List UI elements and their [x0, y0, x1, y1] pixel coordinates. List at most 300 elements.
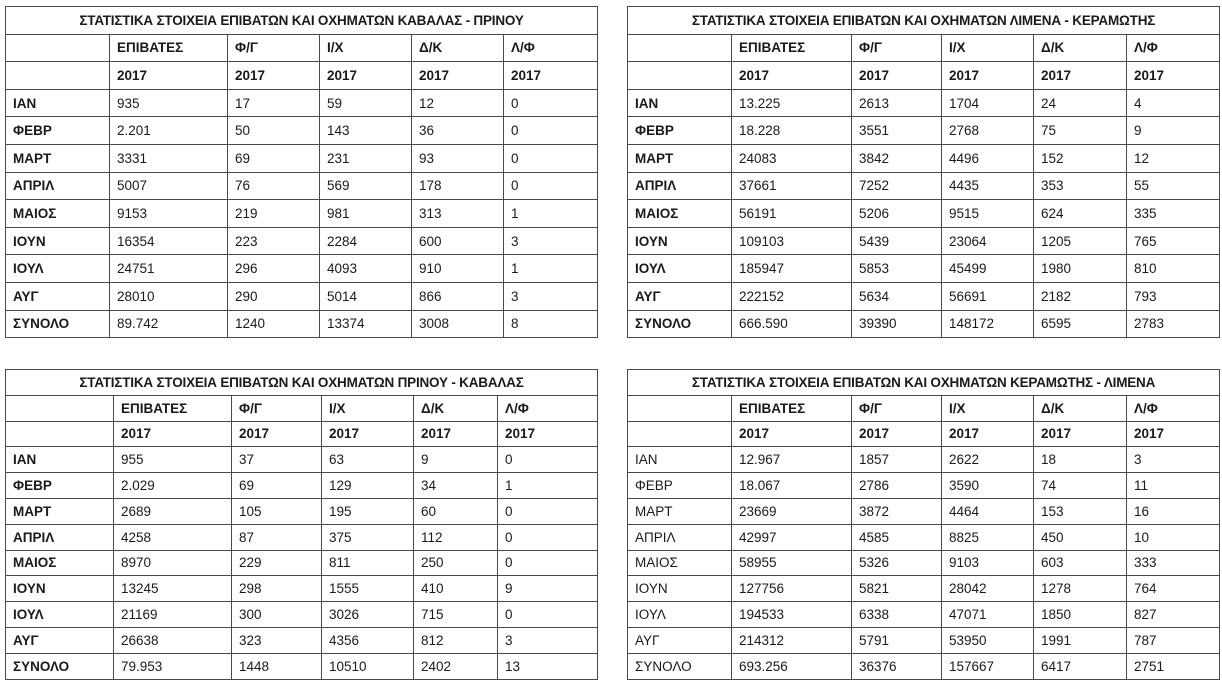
- value-cell: 2284: [320, 227, 412, 255]
- value-cell: 152: [1034, 144, 1127, 172]
- value-cell: 185947: [732, 255, 852, 283]
- value-cell: 9103: [942, 550, 1034, 576]
- table-row: [628, 627, 1220, 653]
- table-row: [628, 144, 1220, 172]
- row-label: ΜΑΡΤ: [6, 144, 110, 172]
- row-label: ΑΥΓ: [628, 282, 732, 310]
- value-cell: 55: [1127, 172, 1220, 200]
- value-cell: 214312: [732, 627, 852, 653]
- value-cell: 53950: [942, 627, 1034, 653]
- year-cell: 2017: [320, 62, 412, 90]
- table-row: [6, 602, 598, 628]
- header-cell: Δ/Κ: [1034, 34, 1127, 62]
- value-cell: 148172: [942, 310, 1034, 338]
- row-label: ΙΑΝ: [6, 89, 110, 117]
- header-empty-cell: [6, 395, 114, 421]
- header-cell: Δ/Κ: [414, 395, 498, 421]
- value-cell: 23064: [942, 227, 1034, 255]
- value-cell: 69: [232, 473, 322, 499]
- value-cell: 75: [1034, 117, 1127, 145]
- value-cell: 5439: [852, 227, 942, 255]
- year-cell: 2017: [942, 421, 1034, 447]
- value-cell: 1448: [232, 653, 322, 679]
- value-cell: 715: [414, 602, 498, 628]
- year-cell: 2017: [942, 62, 1034, 90]
- value-cell: 1850: [1034, 602, 1127, 628]
- table-title: ΣΤΑΤΙΣΤΙΚΑ ΣΤΟΙΧΕΙΑ ΕΠΙΒΑΤΩΝ ΚΑΙ ΟΧΗΜΑΤΩΝ ΠΡΙΝΟΥ - ΚΑΒΑΛΑΣ: [6, 370, 598, 396]
- row-label: ΣΥΝΟΛΟ: [6, 653, 114, 679]
- value-cell: 1: [504, 200, 598, 228]
- table-row: [6, 200, 598, 228]
- value-cell: 450: [1034, 524, 1127, 550]
- table-row: [6, 227, 598, 255]
- value-cell: 24083: [732, 144, 852, 172]
- value-cell: 2182: [1034, 282, 1127, 310]
- table-row: [6, 498, 598, 524]
- value-cell: 11: [1127, 473, 1220, 499]
- total-row: [628, 310, 1220, 338]
- value-cell: 2613: [852, 89, 942, 117]
- value-cell: 300: [232, 602, 322, 628]
- header-cell: ΕΠΙΒΑΤΕΣ: [110, 34, 228, 62]
- value-cell: 1: [498, 473, 598, 499]
- row-label: ΑΥΓ: [6, 627, 114, 653]
- value-cell: 13245: [114, 576, 232, 602]
- value-cell: 793: [1127, 282, 1220, 310]
- row-label: ΜΑΙΟΣ: [628, 550, 732, 576]
- row-label: ΙΟΥΛ: [6, 255, 110, 283]
- row-label: ΣΥΝΟΛΟ: [6, 310, 110, 338]
- row-label: ΑΥΓ: [628, 627, 732, 653]
- value-cell: 4435: [942, 172, 1034, 200]
- value-cell: 18: [1034, 447, 1127, 473]
- table-row: [6, 117, 598, 145]
- value-cell: 955: [114, 447, 232, 473]
- value-cell: 3872: [852, 498, 942, 524]
- value-cell: 693.256: [732, 653, 852, 679]
- value-cell: 765: [1127, 227, 1220, 255]
- value-cell: 50: [228, 117, 320, 145]
- table-row: [628, 255, 1220, 283]
- table-row: [6, 89, 598, 117]
- value-cell: 5326: [852, 550, 942, 576]
- year-empty-cell: [6, 421, 114, 447]
- header-cell: ΕΠΙΒΑΤΕΣ: [732, 395, 852, 421]
- title-row: [6, 370, 598, 396]
- value-cell: 231: [320, 144, 412, 172]
- value-cell: 24751: [110, 255, 228, 283]
- value-cell: 143: [320, 117, 412, 145]
- header-empty-cell: [628, 395, 732, 421]
- value-cell: 36: [412, 117, 504, 145]
- header-row: [628, 395, 1220, 421]
- header-cell: Λ/Φ: [1127, 34, 1220, 62]
- value-cell: 866: [412, 282, 504, 310]
- value-cell: 2751: [1127, 653, 1220, 679]
- value-cell: 0: [498, 524, 598, 550]
- row-label: ΙΑΝ: [628, 89, 732, 117]
- header-cell: Ι/Χ: [320, 34, 412, 62]
- row-label: ΙΟΥΛ: [628, 602, 732, 628]
- row-label: ΙΟΥΝ: [6, 576, 114, 602]
- value-cell: 47071: [942, 602, 1034, 628]
- value-cell: 764: [1127, 576, 1220, 602]
- year-cell: 2017: [504, 62, 598, 90]
- year-cell: 2017: [1034, 62, 1127, 90]
- table-row: [628, 89, 1220, 117]
- value-cell: 3: [498, 627, 598, 653]
- value-cell: 375: [322, 524, 414, 550]
- header-cell: Φ/Γ: [232, 395, 322, 421]
- year-cell: 2017: [732, 62, 852, 90]
- value-cell: 17: [228, 89, 320, 117]
- value-cell: 21169: [114, 602, 232, 628]
- row-label: ΑΠΡΙΛ: [628, 172, 732, 200]
- value-cell: 2689: [114, 498, 232, 524]
- value-cell: 1980: [1034, 255, 1127, 283]
- value-cell: 603: [1034, 550, 1127, 576]
- value-cell: 60: [414, 498, 498, 524]
- value-cell: 16: [1127, 498, 1220, 524]
- value-cell: 18.228: [732, 117, 852, 145]
- value-cell: 89.742: [110, 310, 228, 338]
- stats-table-limenas-keramoti: [627, 6, 1220, 338]
- row-label: ΜΑΙΟΣ: [6, 550, 114, 576]
- row-label: ΜΑΡΤ: [628, 144, 732, 172]
- row-label: ΜΑΡΤ: [628, 498, 732, 524]
- value-cell: 666.590: [732, 310, 852, 338]
- row-label: ΦΕΒΡ: [628, 117, 732, 145]
- value-cell: 5007: [110, 172, 228, 200]
- value-cell: 13: [498, 653, 598, 679]
- table-row: [6, 172, 598, 200]
- value-cell: 7252: [852, 172, 942, 200]
- value-cell: 1: [504, 255, 598, 283]
- table-body: [6, 370, 598, 680]
- value-cell: 56191: [732, 200, 852, 228]
- value-cell: 2402: [414, 653, 498, 679]
- value-cell: 569: [320, 172, 412, 200]
- value-cell: 6595: [1034, 310, 1127, 338]
- year-empty-cell: [6, 62, 110, 90]
- value-cell: 1278: [1034, 576, 1127, 602]
- table-row: [6, 255, 598, 283]
- row-label: ΑΠΡΙΛ: [6, 524, 114, 550]
- value-cell: 9153: [110, 200, 228, 228]
- table-row: [6, 282, 598, 310]
- row-label: ΙΟΥΛ: [6, 602, 114, 628]
- table-row: [628, 550, 1220, 576]
- total-row: [628, 653, 1220, 679]
- value-cell: 3026: [322, 602, 414, 628]
- value-cell: 0: [504, 172, 598, 200]
- table-row: [628, 172, 1220, 200]
- table-row: [6, 473, 598, 499]
- value-cell: 63: [322, 447, 414, 473]
- table-row: [628, 473, 1220, 499]
- value-cell: 2768: [942, 117, 1034, 145]
- header-cell: Λ/Φ: [1127, 395, 1220, 421]
- value-cell: 87: [232, 524, 322, 550]
- year-cell: 2017: [732, 421, 852, 447]
- value-cell: 23669: [732, 498, 852, 524]
- table-row: [628, 524, 1220, 550]
- value-cell: 56691: [942, 282, 1034, 310]
- value-cell: 3: [504, 227, 598, 255]
- year-cell: 2017: [1127, 421, 1220, 447]
- value-cell: 3842: [852, 144, 942, 172]
- table-body: [628, 370, 1220, 680]
- value-cell: 109103: [732, 227, 852, 255]
- value-cell: 1555: [322, 576, 414, 602]
- value-cell: 59: [320, 89, 412, 117]
- value-cell: 69: [228, 144, 320, 172]
- value-cell: 12: [412, 89, 504, 117]
- header-row: [628, 34, 1220, 62]
- value-cell: 624: [1034, 200, 1127, 228]
- table-body: [6, 7, 598, 338]
- value-cell: 229: [232, 550, 322, 576]
- title-row: [6, 7, 598, 35]
- value-cell: 335: [1127, 200, 1220, 228]
- row-label: ΙΟΥΝ: [628, 227, 732, 255]
- value-cell: 76: [228, 172, 320, 200]
- value-cell: 812: [414, 627, 498, 653]
- value-cell: 222152: [732, 282, 852, 310]
- year-row: [628, 421, 1220, 447]
- value-cell: 4093: [320, 255, 412, 283]
- value-cell: 5634: [852, 282, 942, 310]
- value-cell: 45499: [942, 255, 1034, 283]
- header-cell: Λ/Φ: [504, 34, 598, 62]
- value-cell: 9: [414, 447, 498, 473]
- table-title: ΣΤΑΤΙΣΤΙΚΑ ΣΤΟΙΧΕΙΑ ΕΠΙΒΑΤΩΝ ΚΑΙ ΟΧΗΜΑΤΩΝ ΛΙΜΕΝΑ - ΚΕΡΑΜΩΤΗΣ: [628, 7, 1220, 35]
- year-cell: 2017: [232, 421, 322, 447]
- year-cell: 2017: [1127, 62, 1220, 90]
- value-cell: 5014: [320, 282, 412, 310]
- value-cell: 8970: [114, 550, 232, 576]
- row-label: ΜΑΡΤ: [6, 498, 114, 524]
- value-cell: 410: [414, 576, 498, 602]
- table-row: [628, 447, 1220, 473]
- table-row: [6, 550, 598, 576]
- value-cell: 219: [228, 200, 320, 228]
- value-cell: 28010: [110, 282, 228, 310]
- value-cell: 6338: [852, 602, 942, 628]
- stats-table-keramoti-limenas: [627, 369, 1220, 680]
- year-cell: 2017: [228, 62, 320, 90]
- value-cell: 42997: [732, 524, 852, 550]
- year-cell: 2017: [498, 421, 598, 447]
- year-cell: 2017: [412, 62, 504, 90]
- row-label: ΦΕΒΡ: [6, 473, 114, 499]
- value-cell: 827: [1127, 602, 1220, 628]
- table-row: [628, 602, 1220, 628]
- value-cell: 2786: [852, 473, 942, 499]
- year-row: [628, 62, 1220, 90]
- header-cell: Ι/Χ: [942, 34, 1034, 62]
- value-cell: 0: [498, 447, 598, 473]
- value-cell: 37661: [732, 172, 852, 200]
- header-cell: Λ/Φ: [498, 395, 598, 421]
- value-cell: 10: [1127, 524, 1220, 550]
- value-cell: 3: [504, 282, 598, 310]
- header-cell: Δ/Κ: [412, 34, 504, 62]
- year-cell: 2017: [322, 421, 414, 447]
- value-cell: 79.953: [114, 653, 232, 679]
- value-cell: 3590: [942, 473, 1034, 499]
- value-cell: 16354: [110, 227, 228, 255]
- value-cell: 157667: [942, 653, 1034, 679]
- row-label: ΜΑΙΟΣ: [628, 200, 732, 228]
- value-cell: 0: [498, 498, 598, 524]
- value-cell: 18.067: [732, 473, 852, 499]
- value-cell: 0: [504, 144, 598, 172]
- value-cell: 129: [322, 473, 414, 499]
- value-cell: 4585: [852, 524, 942, 550]
- table-row: [628, 576, 1220, 602]
- header-cell: Δ/Κ: [1034, 395, 1127, 421]
- value-cell: 4356: [322, 627, 414, 653]
- value-cell: 4258: [114, 524, 232, 550]
- value-cell: 8: [504, 310, 598, 338]
- value-cell: 4496: [942, 144, 1034, 172]
- value-cell: 10510: [322, 653, 414, 679]
- row-label: ΣΥΝΟΛΟ: [628, 653, 732, 679]
- total-row: [6, 653, 598, 679]
- value-cell: 2.201: [110, 117, 228, 145]
- header-cell: Ι/Χ: [322, 395, 414, 421]
- row-label: ΜΑΙΟΣ: [6, 200, 110, 228]
- table-title: ΣΤΑΤΙΣΤΙΚΑ ΣΤΟΙΧΕΙΑ ΕΠΙΒΑΤΩΝ ΚΑΙ ΟΧΗΜΑΤΩΝ ΚΑΒΑΛΑΣ - ΠΡΙΝΟΥ: [6, 7, 598, 35]
- row-label: ΣΥΝΟΛΟ: [628, 310, 732, 338]
- value-cell: 6417: [1034, 653, 1127, 679]
- value-cell: 112: [414, 524, 498, 550]
- row-label: ΦΕΒΡ: [628, 473, 732, 499]
- value-cell: 12.967: [732, 447, 852, 473]
- year-cell: 2017: [414, 421, 498, 447]
- row-label: ΦΕΒΡ: [6, 117, 110, 145]
- value-cell: 0: [504, 117, 598, 145]
- table-row: [628, 117, 1220, 145]
- header-cell: Φ/Γ: [852, 395, 942, 421]
- table-row: [628, 200, 1220, 228]
- header-cell: ΕΠΙΒΑΤΕΣ: [732, 34, 852, 62]
- value-cell: 4: [1127, 89, 1220, 117]
- value-cell: 290: [228, 282, 320, 310]
- value-cell: 5791: [852, 627, 942, 653]
- year-cell: 2017: [852, 421, 942, 447]
- value-cell: 5853: [852, 255, 942, 283]
- table-row: [628, 227, 1220, 255]
- header-row: [6, 34, 598, 62]
- value-cell: 0: [498, 550, 598, 576]
- header-cell: Φ/Γ: [228, 34, 320, 62]
- value-cell: 93: [412, 144, 504, 172]
- value-cell: 0: [498, 602, 598, 628]
- value-cell: 0: [504, 89, 598, 117]
- value-cell: 195: [322, 498, 414, 524]
- header-cell: Φ/Γ: [852, 34, 942, 62]
- value-cell: 1240: [228, 310, 320, 338]
- value-cell: 353: [1034, 172, 1127, 200]
- header-empty-cell: [6, 34, 110, 62]
- row-label: ΑΠΡΙΛ: [6, 172, 110, 200]
- year-cell: 2017: [1034, 421, 1127, 447]
- value-cell: 811: [322, 550, 414, 576]
- table-row: [6, 627, 598, 653]
- table-row: [6, 144, 598, 172]
- value-cell: 787: [1127, 627, 1220, 653]
- value-cell: 333: [1127, 550, 1220, 576]
- value-cell: 981: [320, 200, 412, 228]
- row-label: ΙΑΝ: [628, 447, 732, 473]
- value-cell: 313: [412, 200, 504, 228]
- value-cell: 910: [412, 255, 504, 283]
- value-cell: 2783: [1127, 310, 1220, 338]
- value-cell: 2.029: [114, 473, 232, 499]
- year-cell: 2017: [110, 62, 228, 90]
- table-row: [6, 447, 598, 473]
- value-cell: 3551: [852, 117, 942, 145]
- value-cell: 37: [232, 447, 322, 473]
- stats-table-kavala-prinos: [5, 6, 598, 338]
- table-body: [628, 7, 1220, 338]
- row-label: ΙΑΝ: [6, 447, 114, 473]
- value-cell: 296: [228, 255, 320, 283]
- value-cell: 105: [232, 498, 322, 524]
- value-cell: 4464: [942, 498, 1034, 524]
- table-row: [628, 282, 1220, 310]
- value-cell: 223: [228, 227, 320, 255]
- value-cell: 2622: [942, 447, 1034, 473]
- value-cell: 935: [110, 89, 228, 117]
- year-cell: 2017: [852, 62, 942, 90]
- value-cell: 600: [412, 227, 504, 255]
- row-label: ΑΥΓ: [6, 282, 110, 310]
- value-cell: 178: [412, 172, 504, 200]
- value-cell: 9: [1127, 117, 1220, 145]
- value-cell: 5821: [852, 576, 942, 602]
- table-row: [6, 524, 598, 550]
- row-label: ΙΟΥΝ: [628, 576, 732, 602]
- value-cell: 9515: [942, 200, 1034, 228]
- value-cell: 8825: [942, 524, 1034, 550]
- year-empty-cell: [628, 421, 732, 447]
- table-row: [628, 498, 1220, 524]
- value-cell: 323: [232, 627, 322, 653]
- table-title: ΣΤΑΤΙΣΤΙΚΑ ΣΤΟΙΧΕΙΑ ΕΠΙΒΑΤΩΝ ΚΑΙ ΟΧΗΜΑΤΩΝ ΚΕΡΑΜΩΤΗΣ - ΛΙΜΕΝΑ: [628, 370, 1220, 396]
- row-label: ΙΟΥΝ: [6, 227, 110, 255]
- year-row: [6, 62, 598, 90]
- value-cell: 3: [1127, 447, 1220, 473]
- header-empty-cell: [628, 34, 732, 62]
- year-row: [6, 421, 598, 447]
- value-cell: 250: [414, 550, 498, 576]
- year-cell: 2017: [114, 421, 232, 447]
- stats-table-prinos-kavala: [5, 369, 598, 680]
- value-cell: 12: [1127, 144, 1220, 172]
- value-cell: 13.225: [732, 89, 852, 117]
- table-row: [6, 576, 598, 602]
- value-cell: 194533: [732, 602, 852, 628]
- header-cell: ΕΠΙΒΑΤΕΣ: [114, 395, 232, 421]
- header-cell: Ι/Χ: [942, 395, 1034, 421]
- value-cell: 298: [232, 576, 322, 602]
- value-cell: 3008: [412, 310, 504, 338]
- value-cell: 74: [1034, 473, 1127, 499]
- row-label: ΙΟΥΛ: [628, 255, 732, 283]
